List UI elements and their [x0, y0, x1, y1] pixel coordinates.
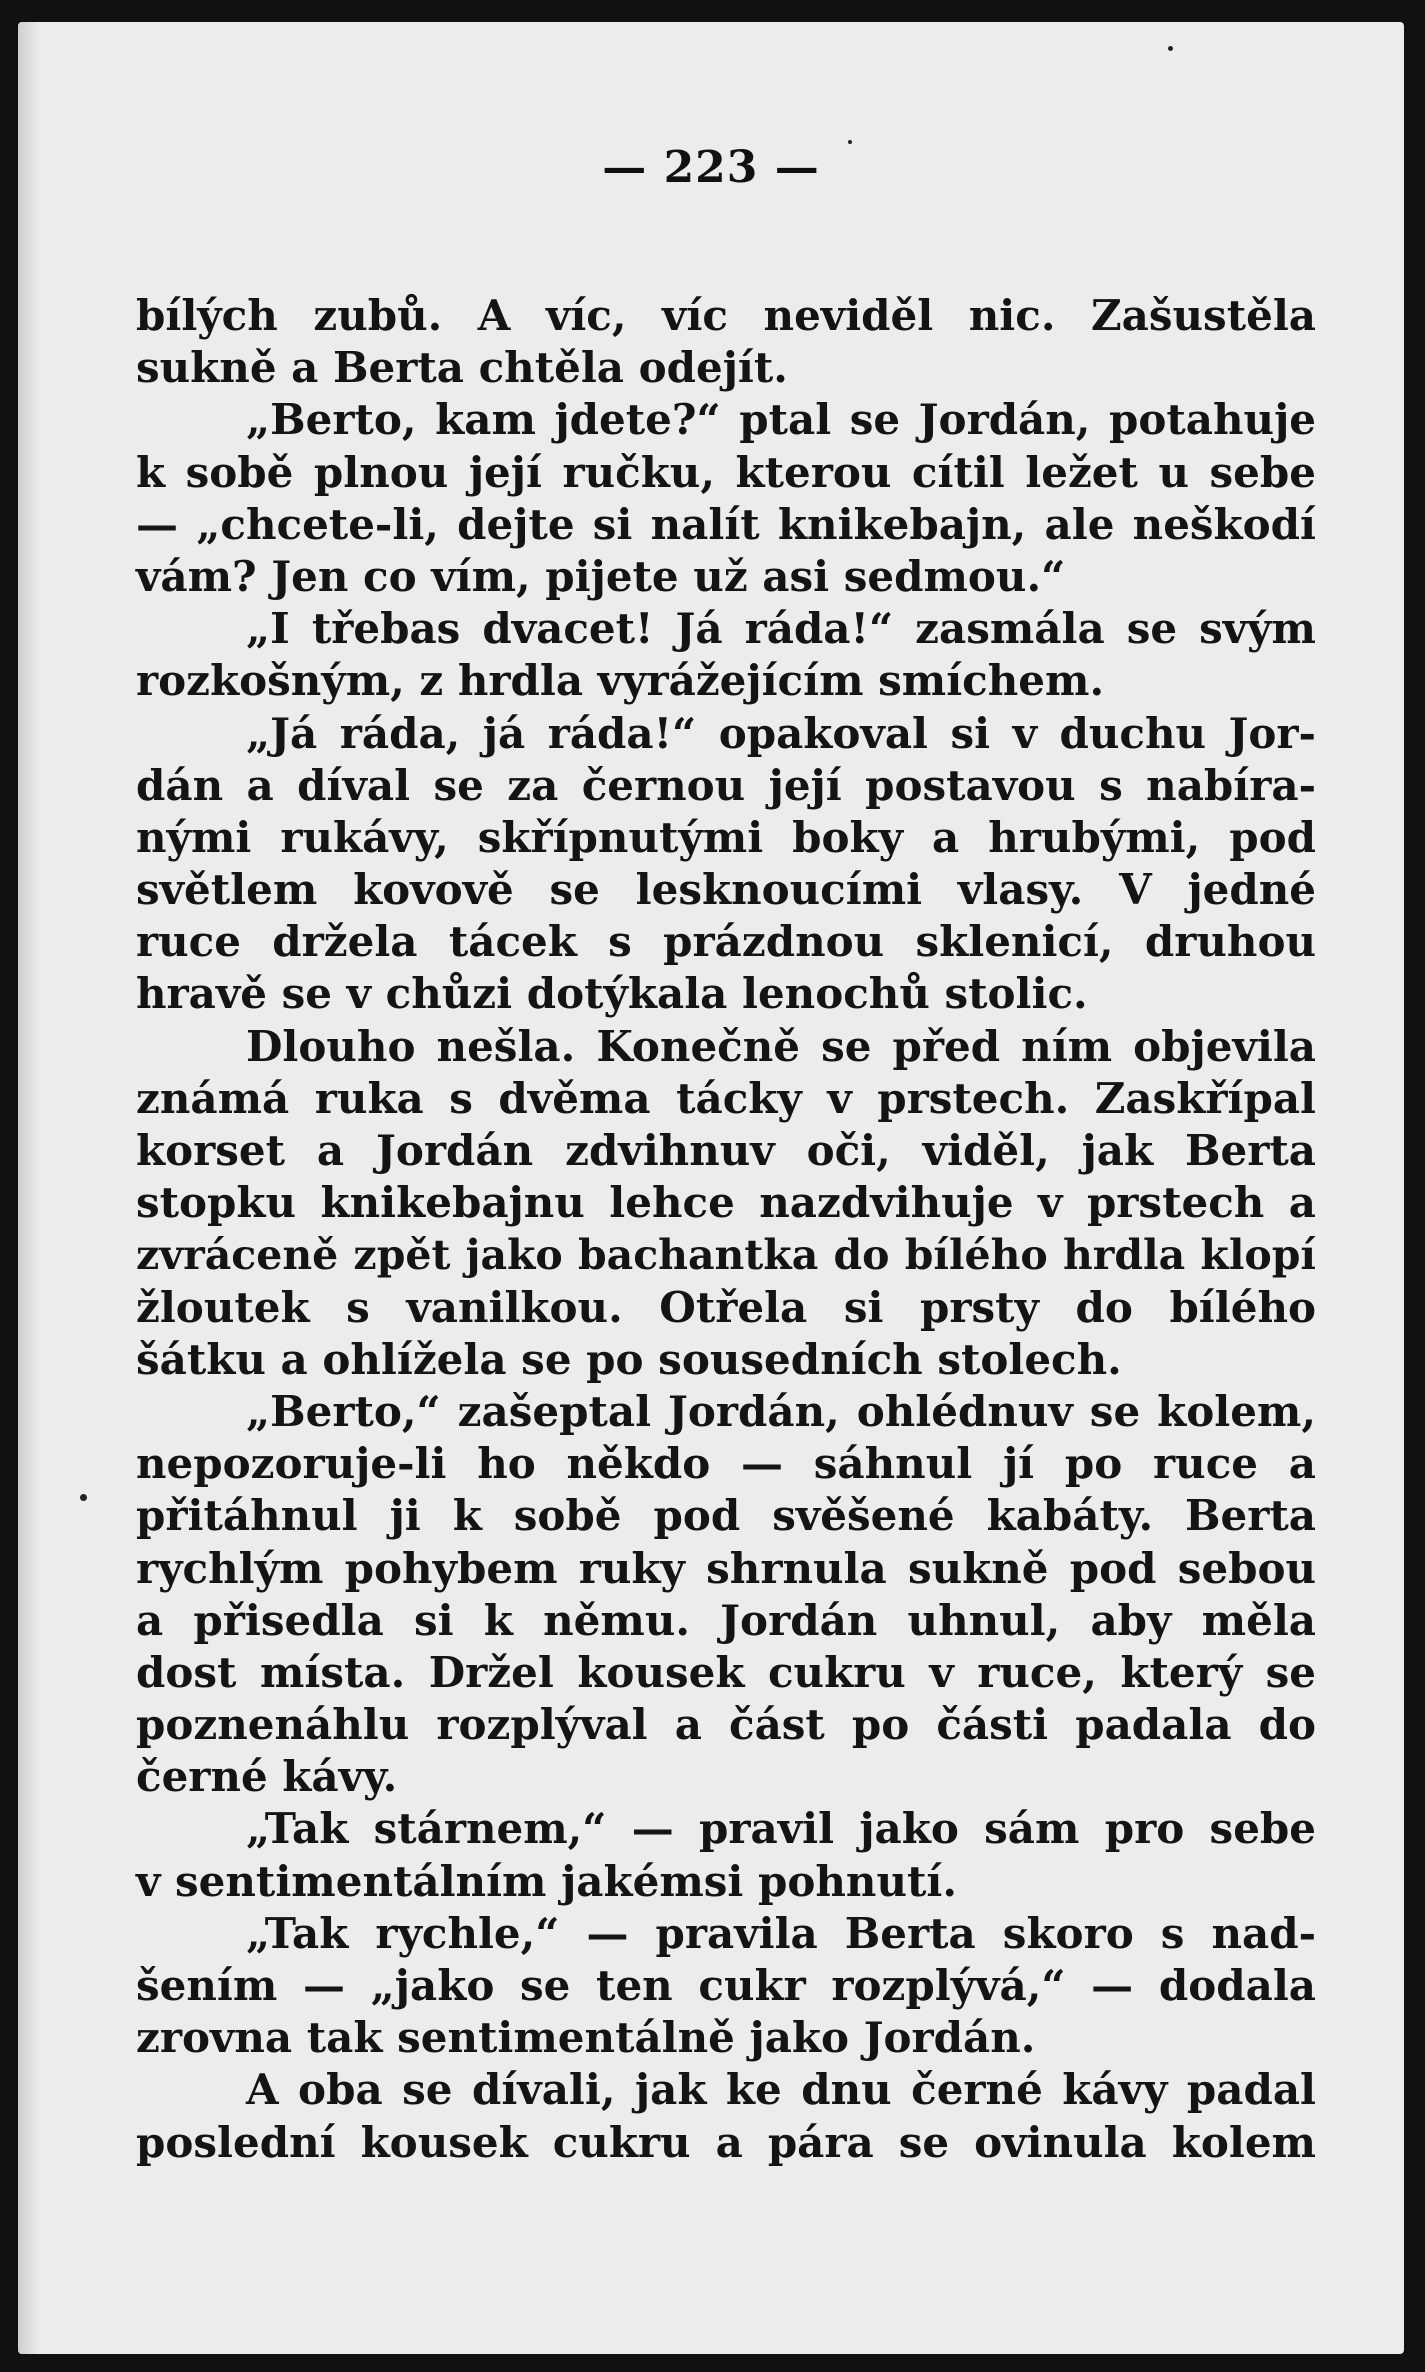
text-line: k sobě plnou její ručku, kterou cítil ležet u sebe [136, 447, 1316, 497]
book-page [18, 22, 1404, 2354]
text-line: a přisedla si k němu. Jordán uhnul, aby měla [136, 1595, 1316, 1645]
text-line: „Já ráda, já ráda!“ opakoval si v duchu Jor- [246, 708, 1316, 758]
text-line: dost místa. Držel kousek cukru v ruce, který se [136, 1647, 1316, 1697]
text-line: „Tak stárnem,“ — pravil jako sám pro sebe [246, 1804, 1316, 1854]
text-line: sukně a Berta chtěla odejít. [136, 343, 788, 393]
text-line: stopku knikebajnu lehce nazdvihuje v prstech a [136, 1178, 1316, 1228]
text-line: „Tak rychle,“ — pravila Berta skoro s nad- [246, 1908, 1316, 1958]
text-line: v sentimentálním jakémsi pohnutí. [136, 1856, 957, 1906]
text-line: žloutek s vanilkou. Otřela si prsty do bílého [136, 1282, 1316, 1332]
page-number: — 223 — [602, 142, 820, 193]
text-line: dán a díval se za černou její postavou s nabíra- [136, 760, 1316, 810]
text-line: „Berto, kam jdete?“ ptal se Jordán, potahuje [246, 395, 1316, 445]
text-line: šátku a ohlížela se po sousedních stolech. [136, 1334, 1122, 1384]
text-line: světlem kovově se lesknoucími vlasy. V jedné [136, 865, 1316, 915]
text-line: nými rukávy, skřípnutými boky a hrubými, pod [136, 812, 1316, 862]
body-text [136, 290, 1316, 2169]
text-line: známá ruka s dvěma tácky v prstech. Zaskřípal [136, 1073, 1316, 1123]
text-line: poznenáhlu rozplýval a část po části padala do [136, 1700, 1316, 1750]
text-line: „I třebas dvacet! Já ráda!“ zasmála se svým [246, 604, 1316, 654]
text-line: nepozoruje-li ho někdo — sáhnul jí po ruce a [136, 1439, 1316, 1489]
text-line: rychlým pohybem ruky shrnula sukně pod sebou [136, 1543, 1316, 1593]
text-line: „Berto,“ zašeptal Jordán, ohlédnuv se kolem, [246, 1386, 1316, 1436]
paper-speck [80, 1494, 87, 1501]
text-line: ruce držela tácek s prázdnou sklenicí, druhou [136, 917, 1316, 967]
text-line: bílých zubů. A víc, víc neviděl nic. Zašustěla [136, 291, 1316, 340]
text-line: šením — „jako se ten cukr rozplývá,“ — dodala [136, 1961, 1316, 2010]
text-line: zvráceně zpět jako bachantka do bílého hrdla klopí [136, 1231, 1316, 1280]
text-line: Dlouho nešla. Konečně se před ním objevila [246, 1021, 1316, 1071]
text-line: A oba se dívali, jak ke dnu černé kávy padal [246, 2065, 1316, 2115]
text-line: vám? Jen co vím, pijete už asi sedmou.“ [136, 551, 1066, 601]
text-line: černé kávy. [136, 1752, 398, 1802]
text-line: přitáhnul ji k sobě pod svěšené kabáty. Berta [136, 1491, 1316, 1541]
text-line: poslední kousek cukru a pára se ovinula kolem [136, 2117, 1316, 2167]
page-spine-shadow [18, 22, 40, 2354]
text-line: korset a Jordán zdvihnuv oči, viděl, jak Berta [136, 1126, 1316, 1175]
text-line: zrovna tak sentimentálně jako Jordán. [136, 2013, 1036, 2063]
paper-speck [1168, 46, 1173, 51]
paper-speck [848, 140, 852, 144]
text-line: rozkošným, z hrdla vyrážejícím smíchem. [136, 656, 1105, 706]
text-line: hravě se v chůzi dotýkala lenochů stolic. [136, 969, 1088, 1019]
text-line: — „chcete-li, dejte si nalít knikebajn, ale neškodí [136, 499, 1316, 549]
